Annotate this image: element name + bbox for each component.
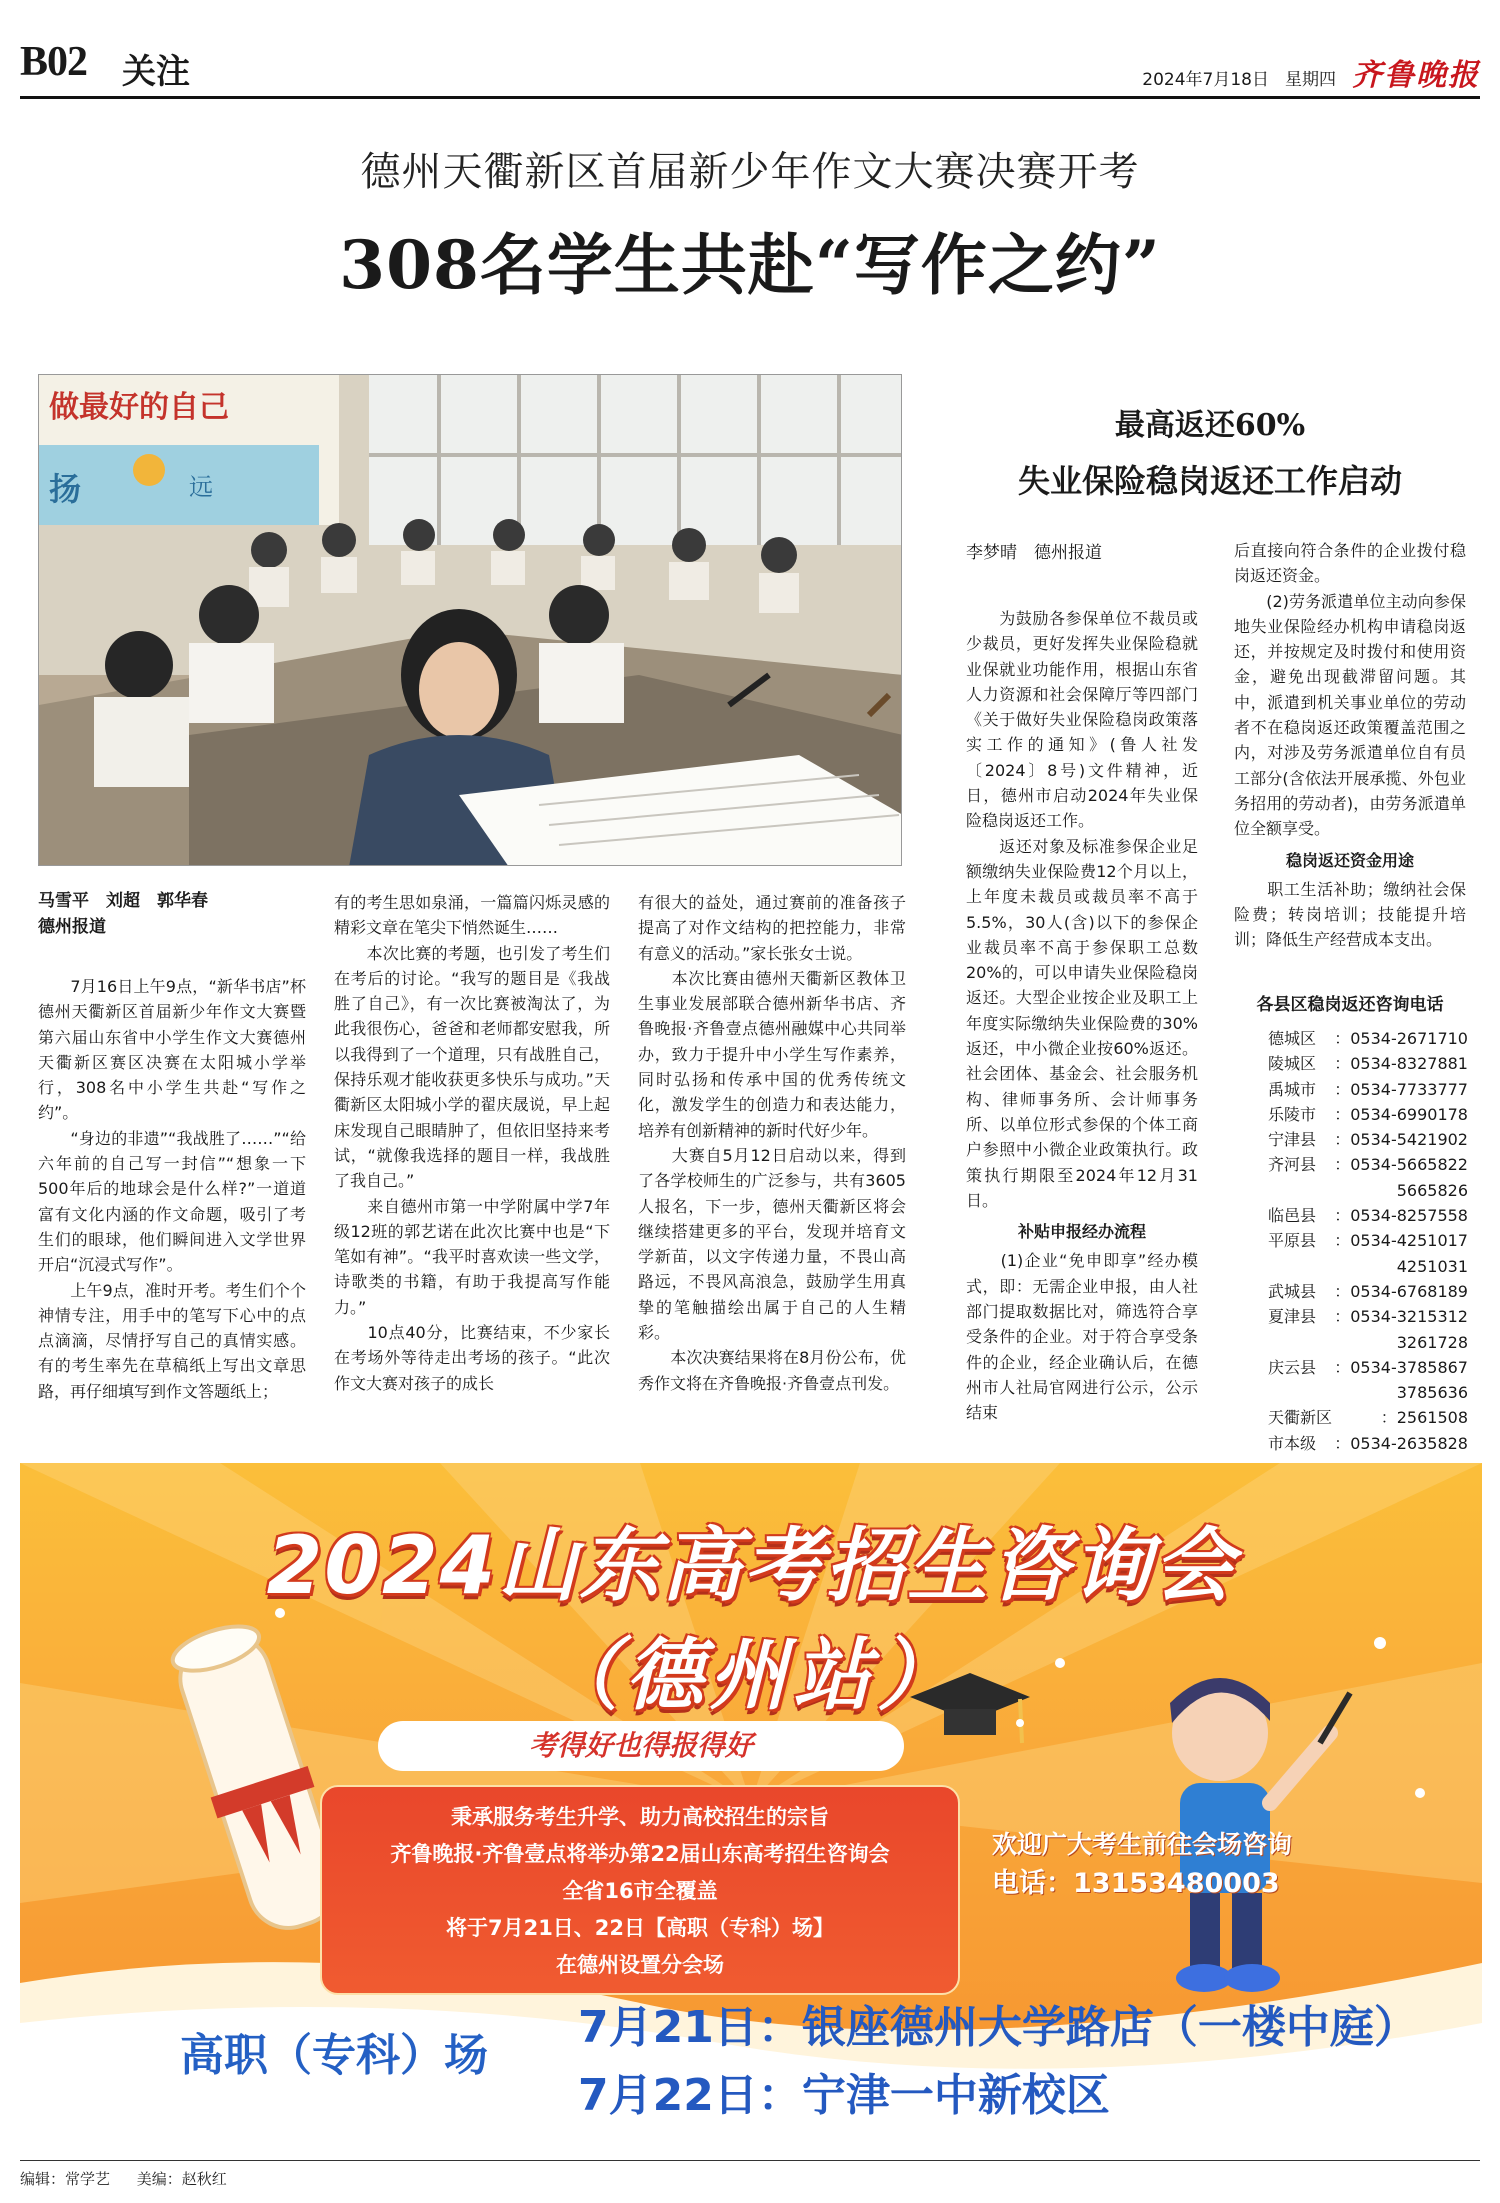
ad-info-line: 齐鲁晚报·齐鲁壹点将举办第22届山东高考招生咨询会 [390,1842,890,1866]
page-code: B02 [20,39,88,85]
phone-row [1268,1077,1468,1102]
fund-text: 职工生活补助；缴纳社会保险费；转岗培训；技能提升培训；降低生产经营成本支出。 [1234,879,1466,950]
phone-number: ：0534-3785867 3785636 [1334,1357,1468,1403]
district-name: 夏津县 [1268,1307,1317,1327]
byline-location: 德州报道 [38,917,106,937]
article-photo [38,374,902,866]
editor-credit: 编辑：常学艺 [20,2170,111,2188]
sidebar-title-top: 最高返还60% [1114,408,1306,443]
phone-number: ：0534-7733777 [1334,1079,1468,1099]
publication-weekday: 星期四 [1285,70,1336,90]
process-text: (1)企业“免申即享”经办模式，即：无需企业申报，由人社部门提取数据比对，筛选符合享受条件的企业。对于符合享受条件的企业，经企业确认后，在德州市人社局官网进行公示，公示结束 [966,1251,1198,1423]
header-meta [1142,50,1480,94]
district-name: 庆云县 [1268,1357,1317,1377]
phone-row [1268,1102,1468,1127]
phone-row [1268,1279,1468,1304]
district-name: 天衢新区 [1268,1408,1333,1428]
sidebar-column-2 [1234,538,1466,953]
publication-date: 2024年7月18日 [1142,70,1269,90]
article-column-1: 7月16日上午9点，“新华书店”杯德州天衢新区首届新少年作文大赛暨第六届山东省中小学生作文大赛德州天衢新区赛区决赛在太阳城小学举行，308名中小学生共赴“写作之约”。 “身边的非遗”“我战胜了……”“给六年前的自己写一封信”“想象一下500年后的地球会是什么样?”一道道富有文化内涵的作文命题，吸引了考生们的眼球，他们瞬间进入文学世界开启“沉浸式写作”。 上午9点，准时开考。考生们个个神情专注，用手中的笔写下心中的点点滴滴，尽情抒写自己的真情实感。有的考生率先在草稿纸上写出文章思路，再仔细填写到作文答题纸上； [38,977,306,1401]
district-name: 乐陵市 [1268,1104,1317,1124]
fund-heading: 稳岗返还资金用途 [1285,850,1414,870]
article-byline [38,888,318,940]
phone-number: ：0534-8257558 [1334,1206,1468,1226]
phone-number: ：0534-6768189 [1334,1281,1468,1301]
phone-number: ：0534-5665822 5665826 [1334,1155,1468,1200]
article-headline: 308名学生共赴“写作之约” [339,226,1161,304]
ad-info-line: 将于7月21日、22日【高职（专科）场】 [445,1916,835,1940]
page-header [20,38,1480,98]
ad-info-line: 全省16市全覆盖 [562,1879,718,1903]
phone-row [1268,1431,1468,1456]
ad-subtitle: （德州站） [540,1631,961,1721]
phone-number: ：0534-2635828 [1334,1433,1468,1453]
district-name: 平原县 [1268,1231,1317,1251]
advertisement-banner [20,1463,1482,2153]
article-column-2: 有的考生思如泉涌，一篇篇闪烁灵感的精彩文章在笔尖下悄然诞生…… 本次比赛的考题，也引发了考生们在考后的讨论。“我写的题目是《我战胜了自己》，有一次比赛被淘汰了，为此我很伤心，爸爸和老师都安慰我，所以我得到了一个道理，只有战胜自己，保持乐观才能收获更多快乐与成功。”天衢新区太阳城小学的翟庆晟说，早上起床发现自己眼睛肿了，但依旧坚持来考试，“就像我选择的题目一样，我战胜了我自己。” 来自德州市第一中学附属中学7年级12班的郭艺诺在此次比赛中也是“下笔如有神”。“我平时喜欢读一些文学，诗歌类的书籍，有助于我提高写作能力。” 10点40分，比赛结束，不少家长在考场外等待走出考场的孩子。“此次作文大赛对孩子的成长 [334,893,610,1393]
district-name: 齐河县 [1268,1155,1317,1175]
phone-row [1268,1304,1468,1355]
phone-row [1268,1026,1468,1051]
district-name: 武城县 [1268,1281,1317,1301]
phone-number: ：0534-4251017 4251031 [1334,1231,1468,1276]
header-divider [20,96,1480,99]
byline-authors: 马雪平 刘超 郭华春 [38,891,208,911]
ad-venue-2: 7月22日：宁津一中新校区 [578,2070,1110,2121]
ad-slogan: 考得好也得报得好 [378,1721,904,1771]
board-char-1: 扬 [49,470,82,508]
section-name: 关注 [122,52,190,92]
phone-row [1268,1051,1468,1076]
phone-number: ：2561508 [1380,1408,1468,1428]
district-name: 宁津县 [1268,1130,1317,1150]
article-column-3: 有很大的益处，通过赛前的准备孩子提高了对作文结构的把控能力，非常有意义的活动。”家长张女士说。 本次比赛由德州天衢新区教体卫生事业发展部联合德州新华书店、齐鲁晚报·齐鲁壹点德州融媒中心共同举办，致力于提升中小学生写作素养，同时弘扬和传承中国的优秀传统文化，激发学生的创造力和表达能力，培养有创新精神的新时代好少年。 大赛自5月12日启动以来，得到了各学校师生的广泛参与，共有3605人报名，下一步，德州天衢新区将会继续搭建更多的平台，发现并培育文学新苗，以文字传递力量，不畏山高路远，不畏风高浪急，鼓励学生用真挚的笔触描绘出属于自己的人生精彩。 本次决赛结果将在8月份公布，优秀作文将在齐鲁晚报·齐鲁壹点刊发。 [638,893,906,1393]
district-name: 临邑县 [1268,1206,1317,1226]
phone-row [1268,1127,1468,1152]
district-name: 禹城市 [1268,1079,1317,1099]
article-kicker: 德州天衢新区首届新少年作文大赛决赛开考 [360,149,1140,195]
ad-venue-label: 高职（专科）场 [180,2030,488,2081]
phone-row [1268,1405,1468,1430]
ad-welcome: 欢迎广大考生前往会场咨询 [992,1830,1293,1859]
phone-heading: 各县区稳岗返还咨询电话 [1256,995,1444,1015]
page-footer [20,2168,249,2189]
process-text-cont: 后直接向符合条件的企业拨付稳岗返还资金。 (2)劳务派遣单位主动向参保地失业保险经办机构申请稳岗返还，并按规定及时拨付和使用资金，避免出现截滞留问题。其中，派遣到机关事业单位的劳动者不在稳岗返还政策覆盖范围之内，对涉及劳务派遣单位自有员工部分(含依法开展承揽、外包业务招用的劳动者)，由劳务派遣单位全额享受。 [1234,541,1466,839]
ad-title: 2024山东高考招生咨询会 [266,1519,1236,1612]
sidebar-title-main: 失业保险稳岗返还工作启动 [1017,462,1402,500]
board-slogan: 做最好的自己 [49,390,229,425]
sidebar-body: 为鼓励各参保单位不裁员或少裁员，更好发挥失业保险稳就业保就业功能作用，根据山东省人力资源和社会保障厅等四部门《关于做好失业保险稳岗政策落实工作的通知》(鲁人社发〔2024〕8号)文件精神，近日，德州市启动2024年失业保险稳岗返还工作。 返还对象及标准参保企业足额缴纳失业保险费12个月以上，上年度未裁员或裁员率不高于5.5%，30人(含)以下的参保企业裁员率不高于参保职工总数20%的，可以申请失业保险稳岗返还。大型企业按企业及职工上年度实际缴纳失业保险费的30%返还，中小微企业按60%返还。社会团体、基金会、社会服务机构、律师事务所、会计师事务所、以单位形式参保的个体工商户参照中小微企业政策执行。政策执行期限至2024年12月31日。 [966,609,1198,1210]
district-name: 市本级 [1268,1433,1317,1453]
sidebar-column-1 [966,606,1198,1426]
phone-row [1268,1228,1468,1279]
phone-number: ：0534-3215312 3261728 [1334,1307,1468,1352]
board-char-2: 远 [189,473,213,501]
phone-number: ：0534-8327881 [1334,1054,1468,1074]
phone-row [1268,1152,1468,1203]
process-heading: 补贴申报经办流程 [1017,1222,1146,1242]
ad-info-line: 秉承服务考生升学、助力高校招生的宗旨 [451,1805,829,1829]
footer-divider [20,2160,1480,2161]
phone-row [1268,1203,1468,1228]
phone-number: ：0534-5421902 [1334,1130,1468,1150]
ad-venue-1: 7月21日：银座德州大学路店（一楼中庭） [578,2002,1418,2053]
newspaper-logo: 齐鲁晚报 [1352,58,1480,93]
designer-credit: 美编：赵秋红 [136,2170,227,2188]
phone-list [1268,1026,1468,1456]
ad-info-line: 在德州设置分会场 [556,1953,724,1977]
district-name: 陵城区 [1268,1054,1317,1074]
phone-number: ：0534-2671710 [1334,1029,1468,1048]
ad-info-box [320,1785,960,1995]
phone-row [1268,1355,1468,1406]
phone-number: ：0534-6990178 [1334,1104,1468,1124]
ad-phone: 电话：13153480003 [992,1868,1280,1899]
sidebar-byline: 李梦晴 德州报道 [966,543,1102,563]
district-name: 德城区 [1268,1029,1317,1048]
